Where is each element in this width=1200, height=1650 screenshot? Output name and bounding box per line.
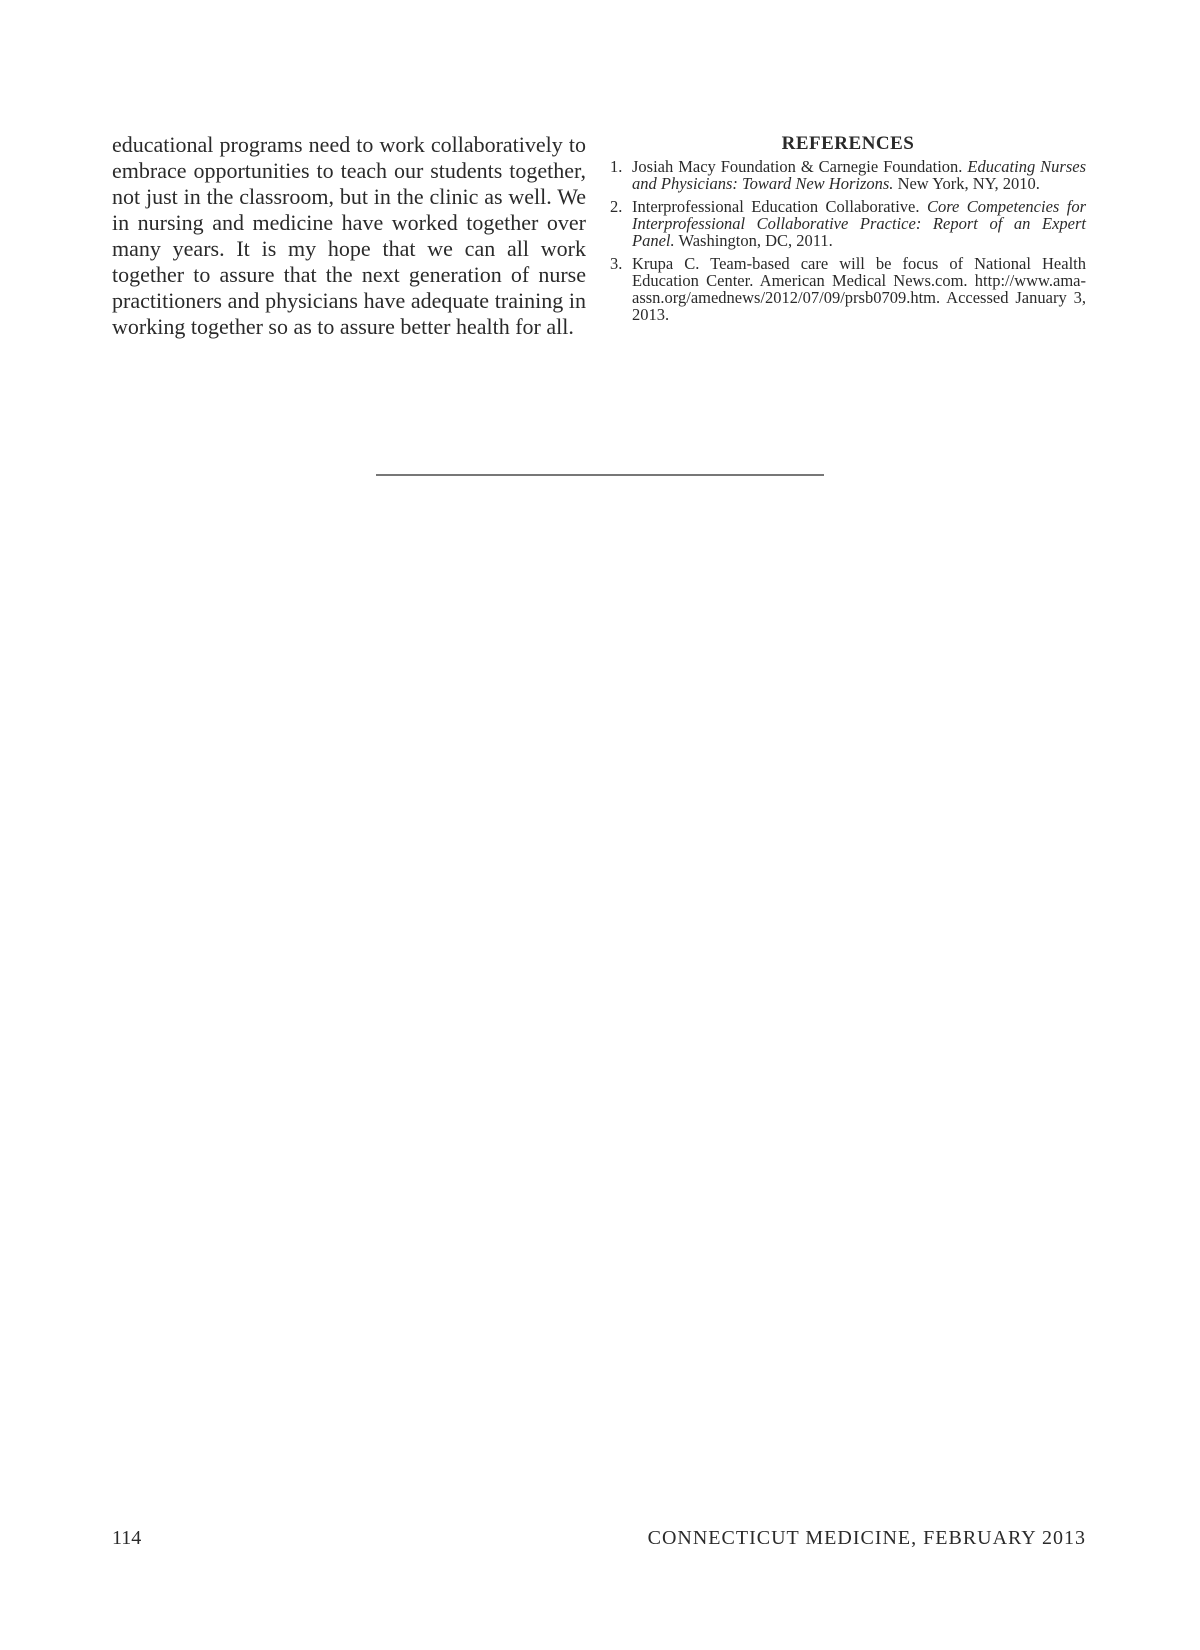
reference-text: Krupa C. Team-based care will be focus of National Health Education Center. American Medical News.com. http://www.ama-assn.org/amednews/2012/07/09/prsb0709.htm. Accessed January 3, 2013. [632,254,1086,324]
reference-details: Washington, DC, 2011. [674,231,833,250]
references-heading: REFERENCES [781,133,915,154]
reference-item [610,158,1086,192]
reference-list [610,158,1086,323]
reference-text: Josiah Macy Foundation & Carnegie Foundation. [632,157,968,176]
reference-title: Educating Nurses and Physicians: Toward New Horizons. [632,157,1086,193]
reference-text: Interprofessional Education Collaborative. [632,197,927,216]
reference-item [610,255,1086,323]
references-section [610,132,1086,329]
reference-details: New York, NY, 2010. [893,174,1040,193]
reference-number: 2. [610,197,623,216]
body-paragraph: educational programs need to work collaboratively to embrace opportunities to teach our students together, not just in the classroom, but in the clinic as well. We in nursing and medicine have worked together over many years. It is my hope that we can all work together to assure that the next generation of nurse practitioners and physicians have adequate training in working together so as to assure better health for all. [112,132,586,339]
reference-item [610,198,1086,249]
section-divider [376,474,824,476]
reference-title: Core Competencies for Interprofessional Collaborative Practice: Report of an Expert Panel. [632,197,1087,250]
reference-number: 1. [610,157,623,176]
page-number: 114 [112,1527,142,1549]
reference-number: 3. [610,254,623,273]
journal-footer: CONNECTICUT MEDICINE, FEBRUARY 2013 [647,1527,1086,1549]
